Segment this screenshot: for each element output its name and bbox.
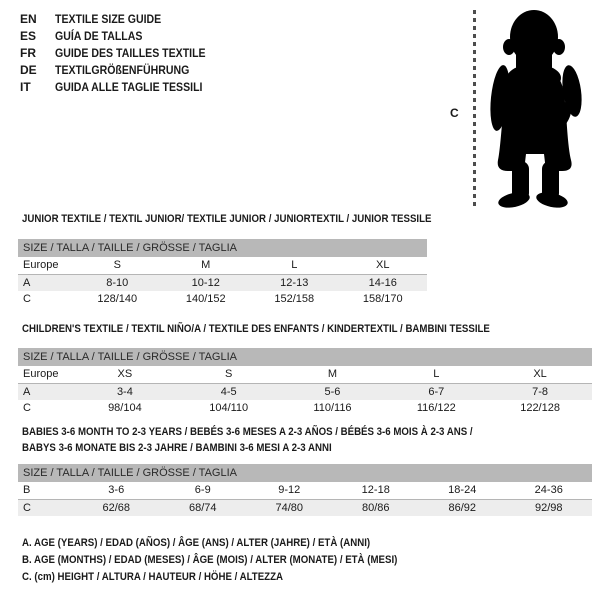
table-row xyxy=(18,366,592,383)
language-row xyxy=(20,28,226,45)
size-cell: 128/140 xyxy=(97,293,138,305)
section-title-line xyxy=(22,211,487,227)
section-title-line xyxy=(22,440,534,456)
size-cell: L xyxy=(291,259,298,271)
section-title-text: CHILDREN'S TEXTILE / TEXTIL NIÑO/A / TEXTILE DES ENFANTS / KINDERTEXTIL / BAMBINI TESSILE xyxy=(22,323,490,335)
size-cell: 86/92 xyxy=(448,502,477,514)
language-code: EN xyxy=(20,12,37,26)
language-row xyxy=(20,45,226,62)
size-cell: 158/170 xyxy=(362,293,403,305)
size-cell: 98/104 xyxy=(108,402,142,414)
row-label: C xyxy=(23,502,31,514)
footnote-text: C. (cm) HEIGHT / ALTURA / HAUTEUR / HÖHE / ALTEZZA xyxy=(22,571,284,583)
language-label xyxy=(55,79,223,96)
footnote xyxy=(22,552,449,569)
section-title-text: BABYS 3-6 MONATE BIS 2-3 JAHRE / BAMBINI 3-6 MESI A 2-3 ANNI xyxy=(22,442,332,454)
language-label-text: TEXTILE SIZE GUIDE xyxy=(55,12,162,26)
size-cell: XL xyxy=(533,368,547,380)
size-header-bar: SIZE / TALLA / TAILLE / GRÖSSE / TAGLIA xyxy=(18,239,427,257)
size-cell: 68/74 xyxy=(188,502,217,514)
section-title-text: JUNIOR TEXTILE / TEXTIL JUNIOR/ TEXTILE JUNIOR / JUNIORTEXTIL / JUNIOR TESSILE xyxy=(22,213,432,225)
language-code: ES xyxy=(20,29,37,43)
footnote xyxy=(22,569,449,586)
size-cell: 152/158 xyxy=(274,293,315,305)
section-title xyxy=(22,424,534,456)
language-list xyxy=(20,11,226,96)
size-cell: 7-8 xyxy=(532,386,549,398)
table-row xyxy=(18,482,592,499)
size-cell: 18-24 xyxy=(448,484,477,496)
size-cell: M xyxy=(201,259,211,271)
footnote-text: B. AGE (MONTHS) / EDAD (MESES) / ÂGE (MOIS) / ALTER (MONATE) / ETÀ (MESI) xyxy=(22,554,398,566)
row-label: B xyxy=(23,484,31,496)
language-code: DE xyxy=(20,63,37,77)
size-cell: 3-6 xyxy=(108,484,125,496)
footnote-text: A. AGE (YEARS) / EDAD (AÑOS) / ÂGE (ANS) / ALTER (JAHRE) / ETÀ (ANNI) xyxy=(22,537,371,549)
size-cell: S xyxy=(225,368,233,380)
size-table xyxy=(18,239,427,308)
row-label: Europe xyxy=(23,259,59,271)
size-cell: L xyxy=(433,368,440,380)
size-cell: 12-18 xyxy=(361,484,390,496)
language-row xyxy=(20,11,226,28)
language-label xyxy=(55,11,176,28)
language-label xyxy=(55,45,226,62)
size-cell: 6-7 xyxy=(428,386,445,398)
size-cell: 24-36 xyxy=(534,484,563,496)
section-title-text: BABIES 3-6 MONTH TO 2-3 YEARS / BEBÉS 3-6 MESES A 2-3 AÑOS / BÉBÉS 3-6 MOIS À 2-3 ANS / xyxy=(22,426,473,438)
row-label: A xyxy=(23,386,31,398)
height-label: C xyxy=(450,106,459,120)
table-row xyxy=(18,400,592,417)
size-cell: 8-10 xyxy=(106,277,129,289)
size-cell: XS xyxy=(117,368,133,380)
baby-silhouette-icon xyxy=(486,3,588,209)
size-cell: XL xyxy=(376,259,390,271)
size-header-bar: SIZE / TALLA / TAILLE / GRÖSSE / TAGLIA xyxy=(18,348,592,366)
size-cell: 92/98 xyxy=(534,502,563,514)
section-title xyxy=(22,321,554,337)
section-title-line xyxy=(22,424,534,440)
size-cell: 104/110 xyxy=(209,402,249,414)
size-cell: S xyxy=(113,259,121,271)
size-cell: 9-12 xyxy=(278,484,301,496)
row-label: C xyxy=(23,402,31,414)
language-code: IT xyxy=(20,80,31,94)
table-row xyxy=(18,257,427,274)
table-row xyxy=(18,274,427,291)
language-label-text: TEXTILGRÖßENFÜHRUNG xyxy=(55,63,190,77)
language-code: FR xyxy=(20,46,36,60)
size-cell: 140/152 xyxy=(185,293,226,305)
size-table xyxy=(18,464,592,516)
size-cell: M xyxy=(327,368,338,380)
baby-silhouette-shapes xyxy=(488,10,585,209)
language-label xyxy=(55,62,208,79)
row-label: Europe xyxy=(23,368,59,380)
size-cell: 122/128 xyxy=(520,402,560,414)
size-cell: 10-12 xyxy=(191,277,220,289)
size-cell: 14-16 xyxy=(368,277,397,289)
language-row xyxy=(20,79,226,96)
footnotes xyxy=(22,535,449,586)
language-label-text: GUÍA DE TALLAS xyxy=(55,29,143,43)
size-cell: 12-13 xyxy=(280,277,309,289)
size-cell: 74/80 xyxy=(275,502,304,514)
size-cell: 62/68 xyxy=(102,502,131,514)
size-header-bar: SIZE / TALLA / TAILLE / GRÖSSE / TAGLIA xyxy=(18,464,592,482)
height-dashed-line xyxy=(473,10,476,206)
size-cell: 80/86 xyxy=(361,502,390,514)
size-cell: 110/116 xyxy=(313,402,352,414)
section-title-line xyxy=(22,321,554,337)
row-label: A xyxy=(23,277,31,289)
footnote xyxy=(22,535,449,552)
language-row xyxy=(20,62,226,79)
language-label-text: GUIDA ALLE TAGLIE TESSILI xyxy=(55,80,203,94)
table-row xyxy=(18,291,427,308)
size-cell: 5-6 xyxy=(324,386,341,398)
size-cell: 3-4 xyxy=(116,386,133,398)
language-label-text: GUIDE DES TAILLES TEXTILE xyxy=(55,46,206,60)
language-label xyxy=(55,28,154,45)
table-row xyxy=(18,499,592,516)
row-label: C xyxy=(23,293,31,305)
size-cell: 4-5 xyxy=(220,386,237,398)
size-cell: 6-9 xyxy=(194,484,211,496)
section-title xyxy=(22,211,487,227)
size-cell: 116/122 xyxy=(416,402,456,414)
size-table xyxy=(18,348,592,417)
table-row xyxy=(18,383,592,400)
